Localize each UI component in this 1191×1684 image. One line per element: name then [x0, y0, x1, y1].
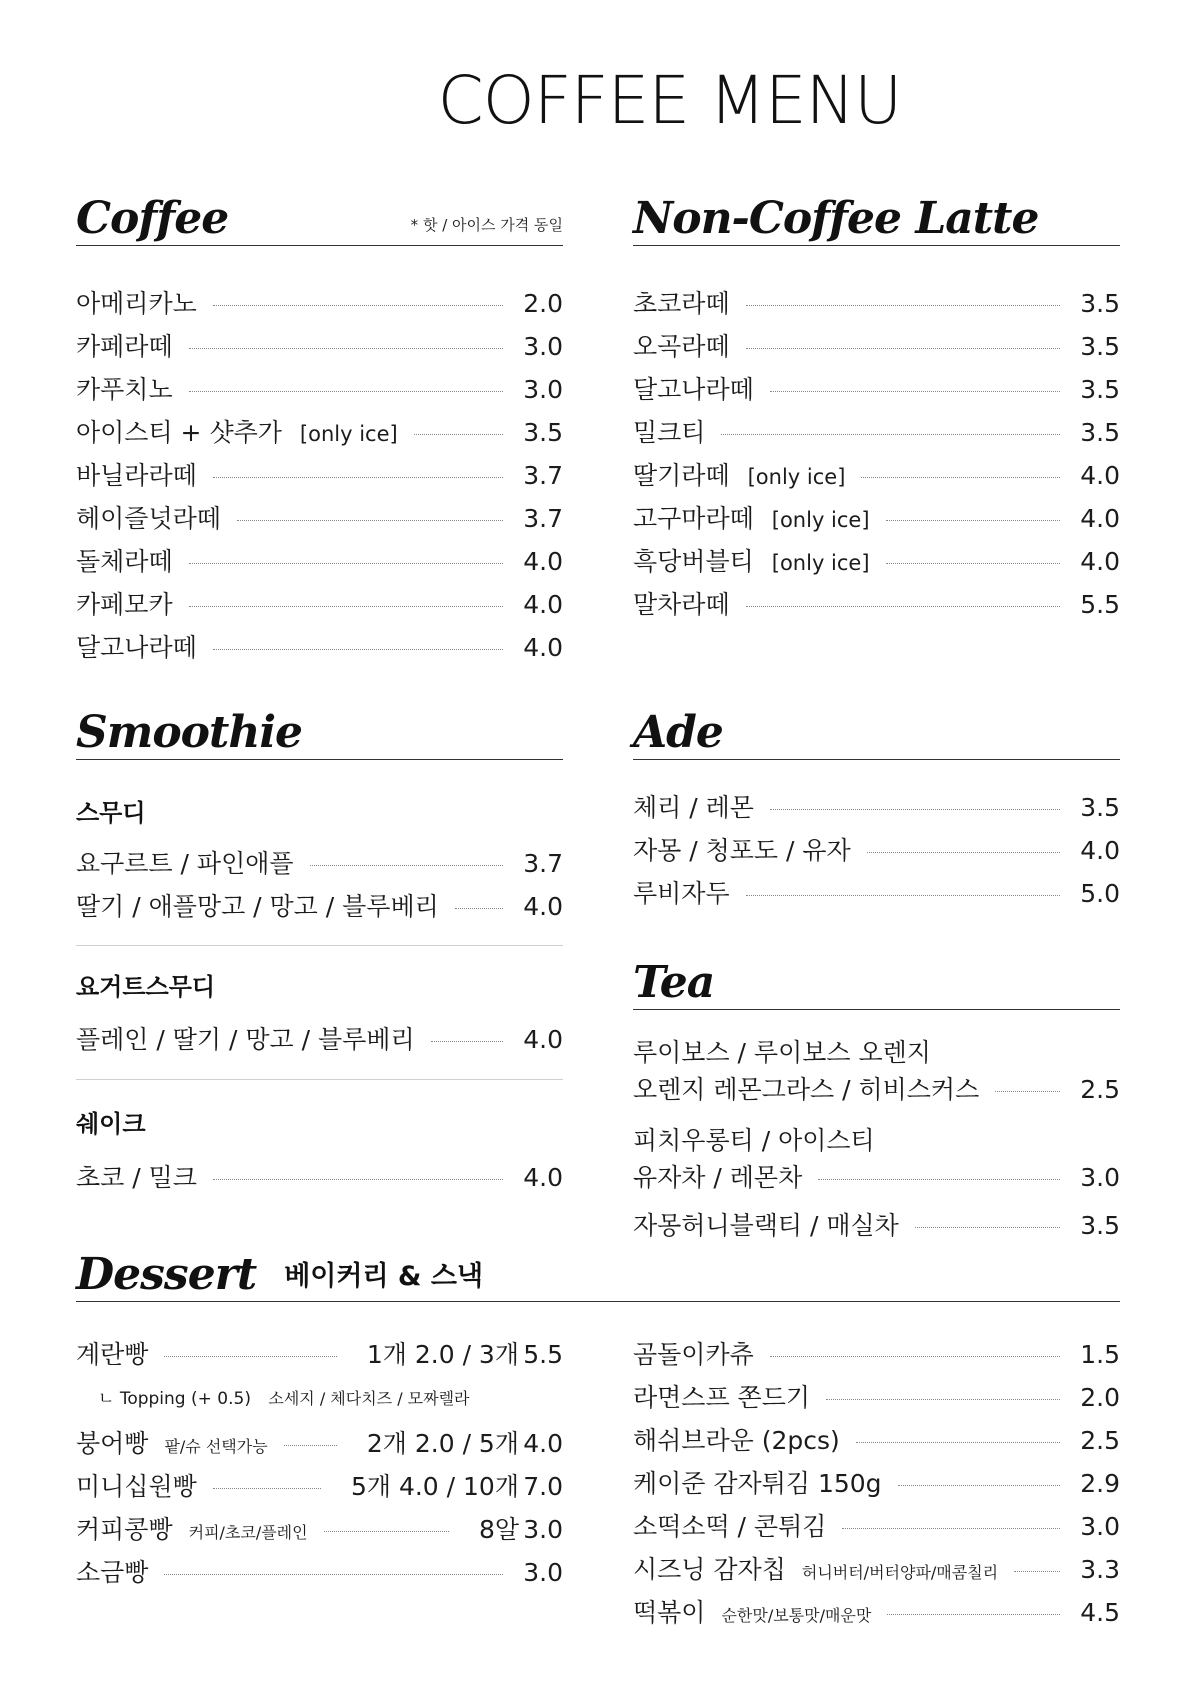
shake-group-label: 쉐이크: [76, 1110, 146, 1138]
item-name: 케이준 감자튀김 150g: [633, 1469, 882, 1498]
dessert-subtitle: 베이커리 & 스낵: [284, 1261, 484, 1292]
item-name: 딸기 / 애플망고 / 망고 / 블루베리: [76, 892, 439, 921]
item-name: 딸기라떼: [633, 461, 730, 490]
menu-item: [76, 1335, 563, 1378]
item-price: 4.0: [523, 590, 563, 619]
dot-leader: [189, 563, 503, 564]
item-name: 계란빵: [76, 1340, 149, 1369]
dot-leader: [887, 1614, 1060, 1615]
item-name: 곰돌이카츄: [633, 1340, 754, 1369]
dot-leader: [770, 391, 1060, 392]
item-options: 순한맛/보통맛/매운맛: [721, 1606, 872, 1625]
menu-item: [633, 1070, 1120, 1104]
item-price: 2.0: [523, 289, 563, 318]
item-name: 카페라떼: [76, 332, 173, 361]
item-name: 체리 / 레몬: [633, 793, 754, 822]
item-name: 소떡소떡 / 콘튀김: [633, 1512, 827, 1541]
dot-leader: [746, 895, 1060, 896]
menu-item: [633, 1378, 1120, 1421]
item-price: 5.5: [523, 1340, 563, 1369]
dessert-right-list: [633, 1335, 1120, 1636]
dot-leader: [861, 477, 1060, 478]
menu-item: [633, 370, 1120, 413]
divider: [76, 1079, 563, 1080]
page-title: COFFEE MENU: [437, 62, 902, 139]
item-quantity: 2개 2.0 / 5개: [366, 1429, 519, 1458]
item-name: 아이스티 + 샷추가: [76, 418, 282, 447]
menu-item: [633, 1507, 1120, 1550]
item-price: 4.0: [1080, 836, 1120, 865]
item-price: 3.7: [523, 504, 563, 533]
dot-leader: [770, 809, 1060, 810]
item-quantity: 1개 2.0 / 3개: [366, 1340, 519, 1369]
topping-options: 소세지 / 체다치즈 / 모짜렐라: [268, 1389, 470, 1408]
dessert-section-header: [76, 1242, 1120, 1302]
item-price: 3.0: [523, 1558, 563, 1587]
dot-leader: [886, 563, 1060, 564]
menu-item: [633, 1550, 1120, 1593]
tea-item: [633, 1124, 1120, 1192]
item-name: 밀크티: [633, 418, 706, 447]
item-price: 3.0: [1080, 1163, 1120, 1192]
smoothie-group-label: 스무디: [76, 799, 146, 827]
item-tag: [only ice]: [771, 508, 870, 532]
dessert-left-list-continued: [76, 1424, 563, 1596]
dot-leader: [746, 348, 1060, 349]
item-price: 4.0: [1080, 504, 1120, 533]
topping-label: ㄴ Topping (+ 0.5): [98, 1389, 251, 1409]
menu-item: [76, 542, 563, 585]
item-price: 3.0: [523, 375, 563, 404]
item-price: 4.0: [523, 1163, 563, 1192]
dot-leader: [164, 1574, 503, 1575]
item-name: 플레인 / 딸기 / 망고 / 블루베리: [76, 1025, 415, 1054]
item-price: 3.5: [523, 418, 563, 447]
item-price: 4.0: [523, 892, 563, 921]
item-price: 5.5: [1080, 590, 1120, 619]
menu-item: [76, 456, 563, 499]
item-price: 3.0: [523, 332, 563, 361]
menu-item: [76, 887, 563, 930]
item-price: 3.5: [1080, 1211, 1120, 1240]
dot-leader: [431, 1041, 503, 1042]
item-quantity: 5개 4.0 / 10개: [350, 1472, 519, 1501]
dot-leader: [164, 1356, 336, 1357]
item-name: 바닐라라떼: [76, 461, 197, 490]
item-tag: [only ice]: [747, 465, 846, 489]
item-options: 허니버터/버터양파/매콤칠리: [801, 1563, 999, 1582]
dot-leader: [746, 305, 1060, 306]
item-name: 아메리카노: [76, 289, 197, 318]
menu-item: [76, 585, 563, 628]
item-name: 카푸치노: [76, 375, 173, 404]
menu-item: [76, 284, 563, 327]
menu-item: [76, 1020, 563, 1063]
dessert-section-title: Dessert: [76, 1249, 257, 1300]
dot-leader: [995, 1091, 1060, 1092]
item-price: 3.5: [1080, 418, 1120, 447]
item-name: 달고나라떼: [76, 633, 197, 662]
dot-leader: [213, 1179, 503, 1180]
item-name: 돌체라떼: [76, 547, 173, 576]
item-price: 3.5: [1080, 375, 1120, 404]
divider: [76, 945, 563, 946]
dot-leader: [867, 852, 1060, 853]
item-price: 4.5: [1080, 1598, 1120, 1627]
item-price: 4.0: [523, 633, 563, 662]
item-price: 5.0: [1080, 879, 1120, 908]
dot-leader: [818, 1179, 1060, 1180]
item-price: 2.9: [1080, 1469, 1120, 1498]
item-name: 자몽 / 청포도 / 유자: [633, 836, 851, 865]
dot-leader: [189, 348, 503, 349]
smoothie-section-header: [76, 700, 563, 760]
item-price: 2.5: [1080, 1426, 1120, 1455]
dot-leader: [842, 1528, 1060, 1529]
item-price: 3.3: [1080, 1555, 1120, 1584]
item-name: 커피콩빵: [76, 1515, 173, 1544]
dot-leader: [886, 520, 1060, 521]
item-price: 1.5: [1080, 1340, 1120, 1369]
item-price: 3.5: [1080, 289, 1120, 318]
tea-item: [633, 1036, 1120, 1104]
smoothie-section-title: Smoothie: [76, 707, 303, 758]
item-options: 팥/슈 선택가능: [164, 1437, 268, 1456]
item-name: 라면스프 쫀드기: [633, 1383, 810, 1412]
item-price: 7.0: [523, 1472, 563, 1501]
tea-section-header: [633, 950, 1120, 1010]
dot-leader: [826, 1399, 1060, 1400]
coffee-price-note: * 핫 / 아이스 가격 동일: [410, 216, 563, 234]
dot-leader: [455, 908, 503, 909]
menu-item: [633, 542, 1120, 585]
menu-item: [633, 788, 1120, 831]
menu-item: [76, 370, 563, 413]
dot-leader: [213, 649, 503, 650]
ade-section-title: Ade: [633, 707, 723, 758]
menu-item: [76, 327, 563, 370]
item-name: 헤이즐넛라떼: [76, 504, 221, 533]
item-name: 미니십원빵: [76, 1472, 197, 1501]
item-name: 해쉬브라운 (2pcs): [633, 1426, 840, 1455]
dot-leader: [721, 434, 1060, 435]
coffee-list: [76, 284, 563, 671]
menu-item: [633, 499, 1120, 542]
menu-item: [633, 831, 1120, 874]
menu-item: [76, 1158, 563, 1201]
item-name: 루비자두: [633, 879, 730, 908]
item-name: 카페모카: [76, 590, 173, 619]
item-price: 4.0: [1080, 461, 1120, 490]
item-price: 2.0: [1080, 1383, 1120, 1412]
dot-leader: [898, 1485, 1060, 1486]
item-name: 흑당버블티: [633, 547, 754, 576]
yogurt-smoothie-group-list: [76, 1020, 563, 1063]
menu-item: [76, 1553, 563, 1596]
dot-leader: [1014, 1571, 1060, 1572]
item-price: 3.5: [1080, 793, 1120, 822]
noncoffee-section-header: [633, 186, 1120, 246]
item-name: 시즈닝 감자칩: [633, 1555, 786, 1584]
item-options: 커피/초코/플레인: [188, 1523, 308, 1542]
menu-item: [633, 456, 1120, 499]
menu-item: [633, 1335, 1120, 1378]
dot-leader: [284, 1445, 337, 1446]
item-price: 3.5: [1080, 332, 1120, 361]
dot-leader: [189, 606, 503, 607]
dot-leader: [237, 520, 503, 521]
tea-item-line: 루이보스 / 루이보스 오렌지: [633, 1038, 931, 1067]
yogurt-smoothie-group-label: 요거트스무디: [76, 973, 216, 1001]
menu-item: [633, 327, 1120, 370]
menu-item: [633, 284, 1120, 327]
item-price: 4.0: [1080, 547, 1120, 576]
tea-section-title: Tea: [633, 957, 715, 1008]
item-price: 2.5: [1080, 1075, 1120, 1104]
coffee-section-title: Coffee: [76, 193, 229, 244]
menu-item: [633, 1158, 1120, 1192]
menu-item: [633, 1464, 1120, 1507]
coffee-section-header: [76, 186, 563, 246]
item-name: 요구르트 / 파인애플: [76, 849, 294, 878]
item-name: 유자차 / 레몬차: [633, 1163, 803, 1192]
item-tag: [only ice]: [771, 551, 870, 575]
item-price: 4.0: [523, 547, 563, 576]
item-name: 달고나라떼: [633, 375, 754, 404]
item-name: 소금빵: [76, 1558, 149, 1587]
menu-item: [76, 1424, 563, 1467]
menu-item: [633, 413, 1120, 456]
item-name: 떡볶이: [633, 1598, 706, 1627]
menu-item: [76, 628, 563, 671]
dot-leader: [414, 434, 503, 435]
item-tag: [only ice]: [299, 422, 398, 446]
item-price: 3.7: [523, 461, 563, 490]
menu-item: [76, 1467, 563, 1510]
dot-leader: [213, 1488, 321, 1489]
menu-item: [633, 585, 1120, 628]
dessert-left-list: [76, 1335, 563, 1378]
smoothie-group-list: [76, 844, 563, 930]
item-name: 말차라떼: [633, 590, 730, 619]
ade-list: [633, 788, 1120, 917]
item-name: 오렌지 레몬그라스 / 히비스커스: [633, 1075, 980, 1104]
item-price: 3.0: [1080, 1512, 1120, 1541]
shake-group-list: [76, 1158, 563, 1201]
noncoffee-section-title: Non-Coffee Latte: [633, 193, 1039, 244]
menu-item: [633, 874, 1120, 917]
item-price: 4.0: [523, 1429, 563, 1458]
item-name: 자몽허니블랙티 / 매실차: [633, 1211, 899, 1240]
item-name: 고구마라떼: [633, 504, 754, 533]
menu-item: [633, 1421, 1120, 1464]
tea-item-line: 피치우롱티 / 아이스티: [633, 1126, 875, 1155]
dot-leader: [770, 1356, 1060, 1357]
menu-item: [76, 844, 563, 887]
ade-section-header: [633, 700, 1120, 760]
item-name: 오곡라떼: [633, 332, 730, 361]
menu-item: [76, 1510, 563, 1553]
item-price: 3.0: [523, 1515, 563, 1544]
dot-leader: [213, 305, 503, 306]
item-price: 3.7: [523, 849, 563, 878]
dot-leader: [856, 1442, 1060, 1443]
item-name: 붕어빵: [76, 1429, 149, 1458]
dot-leader: [189, 391, 503, 392]
dot-leader: [915, 1227, 1060, 1228]
item-price: 4.0: [523, 1025, 563, 1054]
item-name: 초코 / 밀크: [76, 1163, 197, 1192]
dot-leader: [324, 1531, 449, 1532]
dot-leader: [213, 477, 503, 478]
noncoffee-list: [633, 284, 1120, 628]
topping-note: [98, 1384, 470, 1409]
menu-item: [76, 413, 563, 456]
menu-item: [633, 1593, 1120, 1636]
dot-leader: [310, 865, 503, 866]
item-quantity: 8알: [478, 1515, 519, 1544]
menu-item: [76, 499, 563, 542]
dot-leader: [746, 606, 1060, 607]
item-name: 초코라떼: [633, 289, 730, 318]
